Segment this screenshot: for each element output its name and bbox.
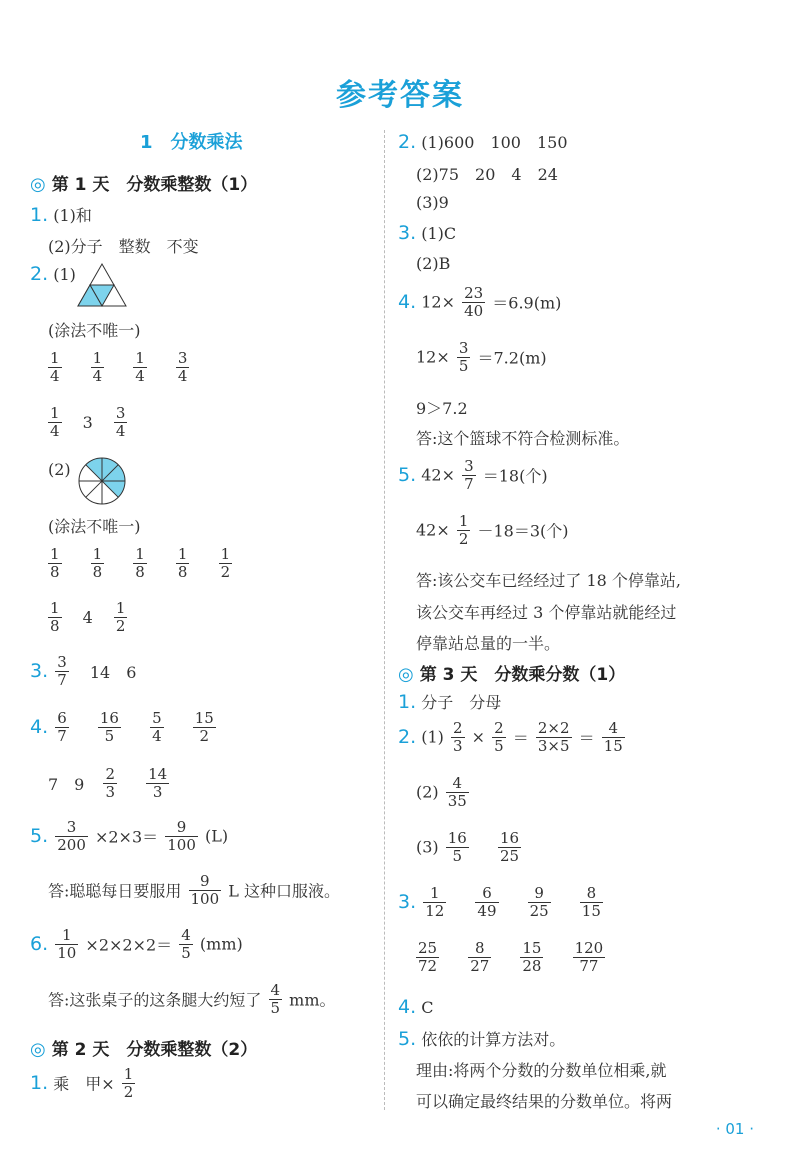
answer-text: 7 9: [48, 774, 85, 794]
answer-text: 答:这张桌子的这条腿大约短了: [48, 990, 262, 1010]
note: (涂法不唯一): [48, 321, 141, 340]
d2-q1: [30, 1066, 137, 1100]
fraction: $\frac{23}{40}$: [464, 284, 484, 320]
q-number: 5.: [398, 1028, 417, 1050]
q-number: 4.: [398, 996, 417, 1018]
fraction-row: [46, 600, 129, 634]
answer-text: 该公交车再经过 3 个停靠站就能经过: [416, 603, 677, 622]
fraction: $\frac{1}{2}$: [220, 545, 231, 581]
r-q2: [398, 130, 568, 153]
answer-text: (1): [421, 727, 444, 747]
fraction: $\frac{9}{100}$: [167, 818, 196, 854]
fraction: $\frac{14}{3}$: [148, 765, 168, 801]
fraction: $\frac{15}{2}$: [194, 709, 214, 745]
fraction: $\frac{1}{8}$: [50, 545, 60, 581]
fraction: $\frac{16}{5}$: [99, 709, 119, 745]
fraction: $\frac{3}{7}$: [57, 653, 67, 689]
answer-text: 理由:将两个分数的分数单位相乘,就: [416, 1061, 667, 1080]
chapter-title: 1 分数乘法: [140, 132, 243, 153]
q5: [30, 819, 228, 853]
fraction: $\frac{1}{4}$: [135, 349, 145, 385]
fraction: $\frac{1}{4}$: [50, 349, 60, 385]
fraction-row: [48, 766, 191, 800]
fraction: $\frac{1}{2}$: [458, 512, 469, 548]
section-day2: [30, 1035, 257, 1060]
q6-answer: [48, 982, 336, 1016]
fraction: $\frac{3}{200}$: [57, 818, 86, 854]
fraction: $\frac{4}{5}$: [181, 926, 191, 962]
answer-text: 答:该公交车已经经过了 18 个停靠站,: [416, 571, 682, 590]
d3-q5: [398, 1027, 565, 1050]
column-divider: [384, 130, 385, 1110]
r-q4: [398, 285, 561, 319]
fraction: $\frac{15}{28}$: [522, 939, 542, 975]
r-q5: [398, 458, 548, 492]
answer-text: 可以确定最终结果的分数单位。将两: [416, 1092, 673, 1111]
triangle-figure: [76, 262, 128, 308]
fraction: $\frac{2}{3}$: [453, 719, 463, 755]
q6: [30, 927, 243, 961]
fraction: $\frac{9}{100}$: [190, 872, 220, 908]
fraction: $\frac{25}{72}$: [418, 939, 438, 975]
section-day1-label: 第 1 天 分数乘整数（1）: [51, 175, 258, 195]
answer-text: ＝7.2(m): [477, 348, 547, 368]
answer-text: (2)B: [416, 254, 451, 273]
answer-text: (3): [416, 837, 439, 857]
answer-text: 停靠站总量的一半。: [416, 634, 561, 653]
answer-text: (2)分子 整数 不变: [48, 237, 199, 256]
answer-text: (mm): [199, 934, 243, 954]
q-number: 1.: [30, 204, 49, 226]
answer-text: (2): [48, 460, 71, 479]
answer-text: ＝6.9(m): [492, 293, 562, 313]
circle-figure: [76, 456, 128, 506]
q-number: 5.: [398, 464, 417, 486]
fraction: $\frac{1}{8}$: [92, 545, 103, 581]
answer-text: C: [421, 998, 434, 1017]
section-day2-label: 第 2 天 分数乘整数（2）: [51, 1040, 258, 1060]
answer-text: ×: [471, 727, 486, 747]
d3-q4: [398, 996, 433, 1018]
fraction: $\frac{6}{49}$: [477, 884, 497, 920]
fraction: $\frac{1}{8}$: [177, 545, 188, 581]
d3-q3-b: [414, 940, 627, 974]
section-day1: [30, 170, 257, 195]
answer-text: 乘 甲×: [53, 1074, 115, 1094]
q-number: 4.: [30, 716, 49, 738]
answer-text: (1)C: [421, 224, 457, 243]
fraction: $\frac{1}{4}$: [92, 349, 103, 385]
fraction: $\frac{1}{4}$: [50, 404, 60, 440]
answer-text: 42×: [421, 465, 455, 485]
answer-text: ＝: [578, 728, 595, 748]
answer-text: －18＝3(个): [477, 521, 569, 541]
r-q4-b: [416, 340, 547, 374]
fraction: $\frac{3}{4}$: [177, 349, 188, 385]
answer-text: 9＞7.2: [416, 399, 468, 418]
fraction: $\frac{2}{5}$: [494, 719, 504, 755]
fraction: $\frac{1}{8}$: [135, 545, 145, 581]
answer-text: (L): [204, 826, 229, 846]
q5-answer: [48, 873, 340, 907]
fraction: $\frac{120}{77}$: [574, 939, 604, 975]
answer-text: (2)75 20 4 24: [416, 165, 558, 184]
circle-bullet-icon: ◎: [398, 664, 414, 685]
q-number: 2.: [398, 131, 417, 153]
d3-q2: [398, 720, 627, 754]
q-number: 5.: [30, 825, 49, 847]
answer-text: L 这种口服液。: [228, 881, 340, 901]
note: (涂法不唯一): [48, 517, 141, 536]
answer-text: ×2×3＝: [94, 827, 159, 847]
q-number: 2.: [398, 726, 417, 748]
r-q3: [398, 222, 456, 244]
answer-text: ＝18(个): [482, 466, 548, 486]
answer-text: (1): [53, 265, 76, 284]
q2: [30, 263, 76, 285]
q4: [30, 710, 238, 744]
fraction-row: [46, 350, 211, 384]
fraction: $\frac{2}{3}$: [105, 765, 116, 801]
answer-text: 3: [82, 412, 93, 432]
q-number: 3.: [398, 891, 417, 913]
fraction: $\frac{8}{27}$: [470, 939, 490, 975]
d3-q2-b: [416, 775, 471, 809]
fraction-row: [46, 405, 129, 439]
fraction: $\frac{5}{4}$: [152, 709, 162, 745]
answer-text: 答:这个篮球不符合检测标准。: [416, 429, 630, 448]
fraction: $\frac{1}{12}$: [425, 884, 445, 920]
answer-text: mm。: [289, 990, 336, 1010]
fraction: $\frac{1}{8}$: [50, 599, 60, 635]
q-number: 1.: [398, 691, 417, 713]
r-q5-b: [416, 513, 569, 547]
fraction: $\frac{9}{25}$: [529, 884, 549, 920]
answer-text: 42×: [416, 520, 450, 540]
fraction: $\frac{3}{4}$: [115, 404, 126, 440]
fraction: $\frac{3}{5}$: [458, 339, 469, 375]
answer-text: 4: [82, 607, 93, 627]
fraction: $\frac{8}{15}$: [581, 884, 601, 920]
answer-text: 14 6: [89, 662, 137, 682]
q-number: 2.: [30, 263, 49, 285]
section-day3: [398, 660, 625, 685]
section-day3-label: 第 3 天 分数乘分数（1）: [419, 665, 626, 685]
answer-text: ×2×2×2＝: [85, 935, 173, 955]
q-number: 3.: [30, 660, 49, 682]
answer-text: 12×: [421, 292, 455, 312]
fraction: $\frac{4}{35}$: [447, 774, 467, 810]
page-title: 参考答案: [336, 78, 464, 113]
circle-bullet-icon: ◎: [30, 1039, 46, 1060]
answer-text: (3)9: [416, 193, 449, 212]
page-number: · 01 ·: [715, 1120, 754, 1138]
q-number: 4.: [398, 291, 417, 313]
answer-text: (1)600 100 150: [421, 133, 568, 152]
fraction: $\frac{2\times 2}{3\times 5}$: [537, 719, 570, 755]
answer-text: 分子 分母: [421, 693, 502, 712]
fraction: $\frac{16}{25}$: [499, 829, 520, 865]
answer-text: (1)和: [53, 206, 92, 225]
fraction-row: [46, 546, 254, 580]
q3: [30, 654, 136, 688]
d3-q1: [398, 690, 501, 713]
answer-text: 12×: [416, 347, 450, 367]
answer-text: 依依的计算方法对。: [421, 1030, 566, 1049]
d3-q3: [398, 885, 625, 919]
fraction: $\frac{16}{5}$: [447, 829, 467, 865]
fraction: $\frac{1}{2}$: [123, 1065, 134, 1101]
fraction: $\frac{6}{7}$: [57, 709, 67, 745]
d3-q2-c: [416, 830, 543, 864]
q-number: 1.: [30, 1072, 49, 1094]
fraction: $\frac{1}{10}$: [57, 926, 77, 962]
answer-text: 答:聪聪每日要服用: [48, 881, 182, 901]
fraction: $\frac{4}{5}$: [270, 981, 281, 1017]
answer-text: (2): [416, 782, 439, 802]
fraction: $\frac{1}{2}$: [115, 599, 126, 635]
fraction: $\frac{4}{15}$: [603, 719, 623, 755]
q-number: 3.: [398, 222, 417, 244]
q1: [30, 203, 92, 226]
fraction: $\frac{3}{7}$: [464, 457, 474, 493]
q-number: 6.: [30, 933, 49, 955]
circle-bullet-icon: ◎: [30, 174, 46, 195]
answer-text: ＝: [512, 728, 529, 748]
